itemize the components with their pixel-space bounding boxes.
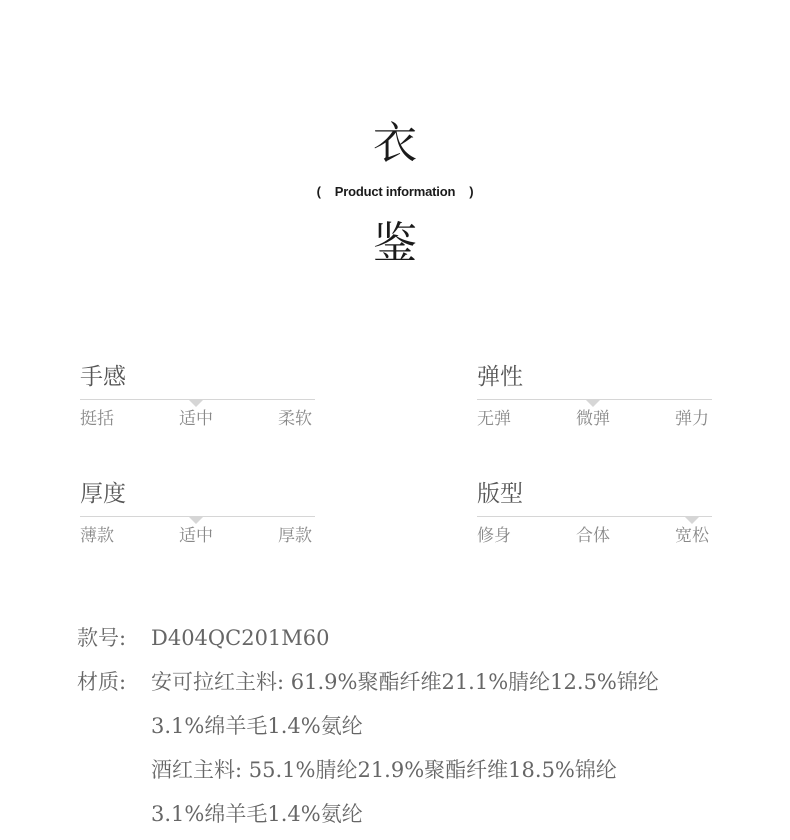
material-row-cont (77, 796, 777, 840)
page-title-top-char: 衣 (373, 118, 417, 169)
scale-title: 弹性 (477, 364, 523, 390)
scale-title: 厚度 (80, 481, 126, 507)
scale-option: 无弹 (477, 409, 511, 429)
page-title-bottom-char: 鉴 (373, 218, 417, 269)
scale-option: 弹力 (675, 409, 709, 429)
scale-selected-marker (189, 400, 203, 407)
scale-option: 宽松 (675, 526, 709, 546)
product-details (77, 620, 777, 840)
scale-option: 适中 (179, 526, 213, 546)
material-line: 安可拉红主料: 61.9%聚酯纤维21.1%腈纶12.5%锦纶 (151, 670, 659, 694)
scale-option: 挺括 (80, 409, 114, 429)
scale-selected-marker (189, 517, 203, 524)
scale-option: 适中 (179, 409, 213, 429)
material-line: 3.1%绵羊毛1.4%氨纶 (151, 714, 363, 738)
scale-option: 柔软 (278, 409, 312, 429)
scale-option: 修身 (477, 526, 511, 546)
scale-selected-marker (586, 400, 600, 407)
subtitle-text: Product information (334, 184, 456, 199)
material-row-cont (77, 752, 777, 796)
scale-option: 合体 (576, 526, 610, 546)
scale-fit (477, 483, 712, 563)
style-number-row (77, 620, 777, 664)
scale-title: 版型 (477, 481, 523, 507)
scale-selected-marker (685, 517, 699, 524)
scale-option: 厚款 (278, 526, 312, 546)
subtitle-close-paren: ) (469, 184, 474, 199)
scale-option: 薄款 (80, 526, 114, 546)
scale-option: 微弹 (576, 409, 610, 429)
scale-line (477, 516, 712, 517)
scale-hand-feel (80, 366, 315, 446)
material-line: 3.1%绵羊毛1.4%氨纶 (151, 802, 363, 826)
style-number-value: D404QC201M60 (151, 626, 330, 650)
material-label: 材质: (77, 670, 127, 694)
scale-elasticity (477, 366, 712, 446)
scale-thickness (80, 483, 315, 563)
scale-title: 手感 (80, 364, 126, 390)
page-subtitle (0, 184, 790, 199)
material-row-cont (77, 708, 777, 752)
style-number-label: 款号: (77, 626, 127, 650)
subtitle-open-paren: ( (316, 184, 321, 199)
material-line: 酒红主料: 55.1%腈纶21.9%聚酯纤维18.5%锦纶 (151, 758, 617, 782)
material-row (77, 664, 777, 708)
